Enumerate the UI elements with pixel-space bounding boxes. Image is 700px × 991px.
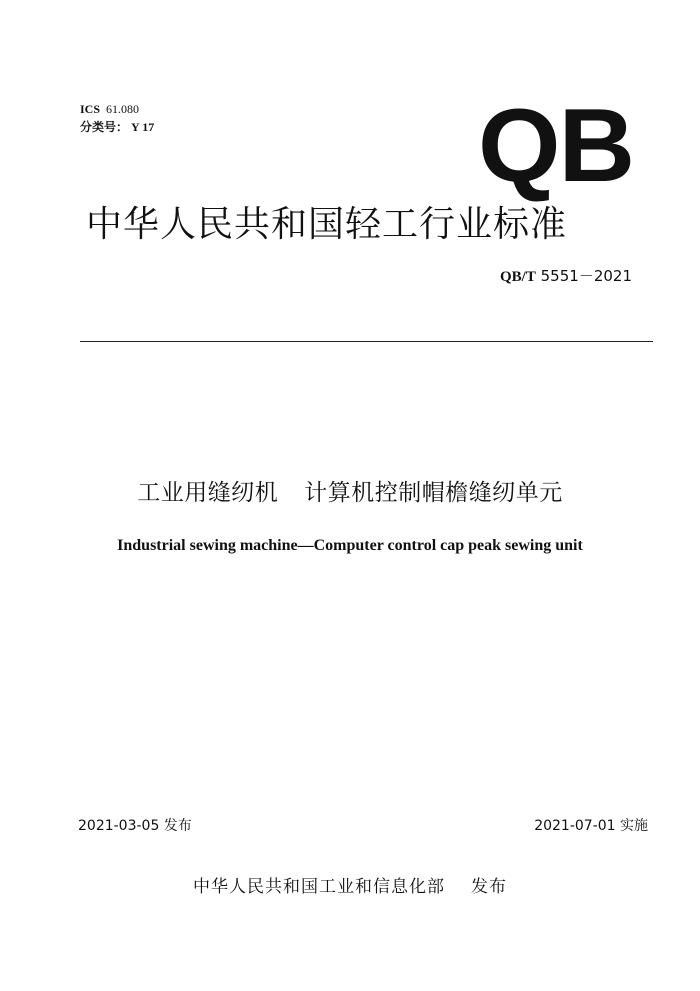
chinese-title: [0, 474, 700, 507]
standard-number-value: 5551－2021: [540, 267, 632, 285]
effective-date: 2021-07-01 实施: [534, 818, 648, 834]
class-label: 分类号：: [80, 120, 129, 134]
chinese-title-part2: 计算机控制帽檐缝纫单元: [304, 480, 563, 506]
english-title: Industrial sewing machine—Computer control cap peak sewing unit: [117, 537, 583, 554]
class-line: [80, 118, 154, 136]
qb-logo: QB: [478, 88, 634, 204]
header-divider: [80, 341, 653, 342]
classification-block: [80, 100, 154, 136]
publisher-name: 中华人民共和国工业和信息化部: [193, 877, 445, 897]
ics-line: [80, 100, 154, 118]
ics-code: 61.080: [106, 102, 140, 116]
standard-number-prefix: QB/T: [500, 269, 536, 285]
standard-number: [500, 265, 632, 286]
issue-date: 2021-03-05 发布: [78, 818, 192, 834]
chinese-title-part1: 工业用缝纫机: [137, 480, 279, 506]
ics-label: ICS: [80, 102, 101, 116]
publisher-line: [0, 872, 700, 897]
publisher-action: 发布: [471, 877, 507, 897]
standard-title: 中华人民共和国轻工行业标准: [86, 204, 568, 245]
class-code: Y 17: [131, 120, 155, 134]
